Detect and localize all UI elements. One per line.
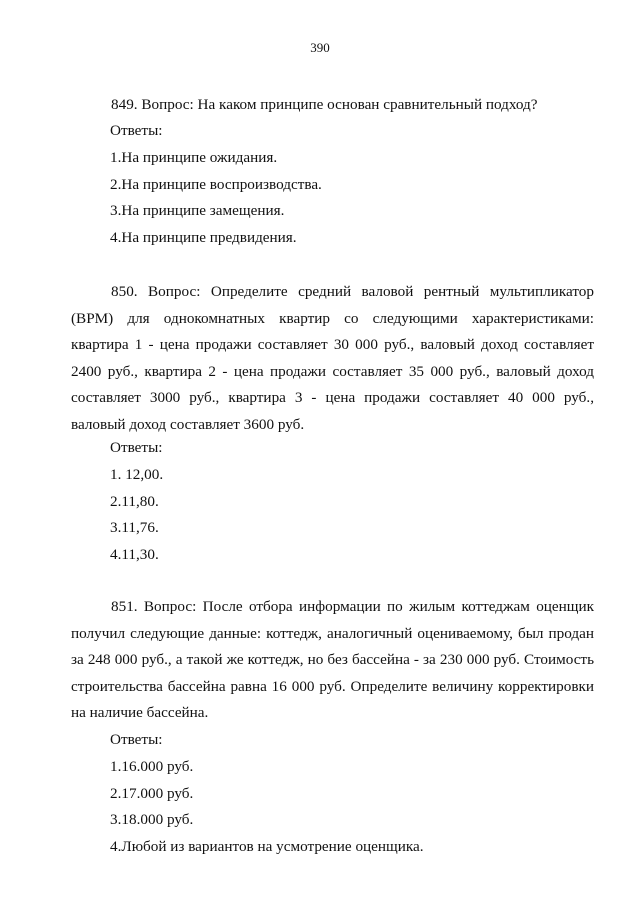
question-text-line: 851. Вопрос: После отбора информации по жилым коттеджам оценщик (111, 598, 594, 615)
answer-option: 2.11,80. (110, 492, 159, 510)
answer-option: 4.Любой из вариантов на усмотрение оценщика. (110, 838, 424, 856)
question-851 (71, 594, 594, 727)
question-text-line: 850. Вопрос: Определите средний валовой рентный мультипликатор (111, 283, 594, 300)
question-text-line: получил следующие данные: коттедж, аналогичный оцениваемому, был продан (71, 624, 594, 642)
answers-850 (110, 435, 163, 569)
answers-849 (110, 118, 322, 252)
answer-option: 4.11,30. (110, 546, 159, 564)
answer-option: 3.11,76. (110, 519, 159, 537)
question-850 (71, 279, 594, 438)
answer-option: 3.18.000 руб. (110, 811, 194, 829)
answers-851 (110, 727, 424, 861)
question-text-line: за 248 000 руб., а такой же коттедж, но без бассейна - за 230 000 руб. Стоимость (71, 651, 594, 668)
answers-label: Ответы: (110, 731, 163, 748)
answer-option: 2.На принципе воспроизводства. (110, 175, 322, 193)
question-text-line: квартира 1 - цена продажи составляет 30 000 руб., валовый доход составляет (71, 336, 594, 353)
page-number: 390 (310, 40, 330, 55)
answer-option: 4.На принципе предвидения. (110, 229, 297, 247)
question-text-line: валовый доход составляет 3600 руб. (71, 415, 305, 433)
question-text-line: 2400 руб., квартира 2 - цена продажи составляет 35 000 руб., валовый доход (71, 362, 594, 380)
answer-option: 2.17.000 руб. (110, 784, 194, 802)
question-text-line: на наличие бассейна. (71, 704, 209, 721)
answer-option: 1.На принципе ожидания. (110, 148, 278, 166)
question-text-line: (ВРМ) для однокомнатных квартир со следующими характеристиками: (71, 309, 594, 327)
question-849 (71, 92, 594, 119)
answers-label: Ответы: (110, 122, 163, 139)
question-text-line: составляет 3000 руб., квартира 3 - цена продажи составляет 40 000 руб., (71, 389, 594, 406)
answer-option: 3.На принципе замещения. (110, 202, 285, 220)
answer-option: 1. 12,00. (110, 465, 164, 483)
answers-label: Ответы: (110, 439, 163, 456)
question-text-line: строительства бассейна равна 16 000 руб. Определите величину корректировки (71, 677, 594, 695)
answer-option: 1.16.000 руб. (110, 757, 194, 775)
question-text-line: 849. Вопрос: На каком принципе основан сравнительный подход? (111, 96, 538, 113)
